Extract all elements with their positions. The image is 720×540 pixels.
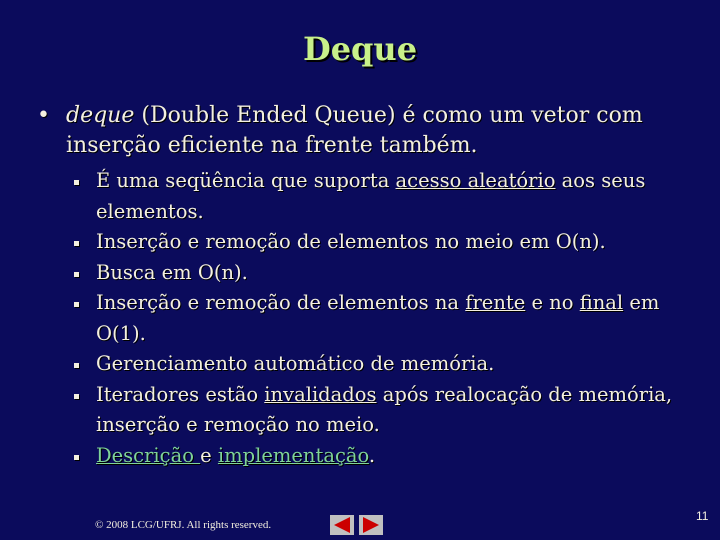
emphasized-text: frente <box>465 291 526 314</box>
sub-bullet-text: Iteradores estão <box>96 382 265 406</box>
square-bullet-icon <box>74 455 79 460</box>
square-bullet-icon <box>74 363 79 368</box>
emphasized-text: final <box>579 291 624 314</box>
sub-bullet-text: em O(1). <box>96 291 660 345</box>
previous-slide-button[interactable] <box>330 515 354 535</box>
square-bullet-icon <box>74 272 79 277</box>
sub-bullet-text: Busca em O(n). <box>96 260 248 284</box>
sub-bullet-item <box>73 227 693 258</box>
sub-bullet-item <box>73 258 693 289</box>
square-bullet-icon <box>74 394 79 399</box>
emphasized-text: acesso aleatório <box>395 169 556 192</box>
doc-link[interactable]: implementação <box>217 443 369 467</box>
main-bullet <box>37 101 680 161</box>
sub-bullet-list <box>73 166 693 471</box>
sub-bullet-text: aos seus elementos. <box>96 169 646 223</box>
bullet-rest: (Double Ended Queue) é como um vetor com inserção eficiente na frente também. <box>66 103 643 158</box>
sub-bullet-text: e no <box>525 291 580 314</box>
sub-bullet-text: após realocação de memória, inserção e remoção no meio. <box>96 382 673 436</box>
sub-bullet-text: Inserção e remoção de elementos no meio em O(n). <box>96 230 606 253</box>
sub-bullet-text: É uma seqüência que suporta <box>96 169 396 192</box>
sub-bullet-item <box>73 380 693 441</box>
bullet-term: deque <box>66 103 135 128</box>
bullet-dot-icon: • <box>37 103 50 128</box>
square-bullet-icon <box>74 241 79 246</box>
sub-bullet-text: e <box>200 443 218 467</box>
sub-bullet-text: Inserção e remoção de elementos na <box>96 291 466 314</box>
sub-bullet-item <box>73 441 693 472</box>
next-slide-button[interactable] <box>359 515 383 535</box>
sub-bullet-item <box>73 349 693 380</box>
main-bullet-text <box>40 101 680 161</box>
emphasized-text: invalidados <box>264 382 377 406</box>
doc-link[interactable]: Descrição <box>96 443 201 467</box>
square-bullet-icon <box>74 302 79 307</box>
copyright: © 2008 LCG/UFRJ. All rights reserved. <box>95 519 272 531</box>
triangle-left-icon <box>330 515 354 535</box>
sub-bullet-item <box>73 288 693 349</box>
square-bullet-icon <box>74 180 79 185</box>
slide-title: Deque <box>302 30 418 68</box>
triangle-right-icon <box>359 515 383 535</box>
sub-bullet-text: . <box>368 443 376 467</box>
sub-bullet-item <box>73 166 693 227</box>
sub-bullet-text: Gerenciamento automático de memória. <box>96 352 495 375</box>
page-number: 11 <box>696 509 709 523</box>
